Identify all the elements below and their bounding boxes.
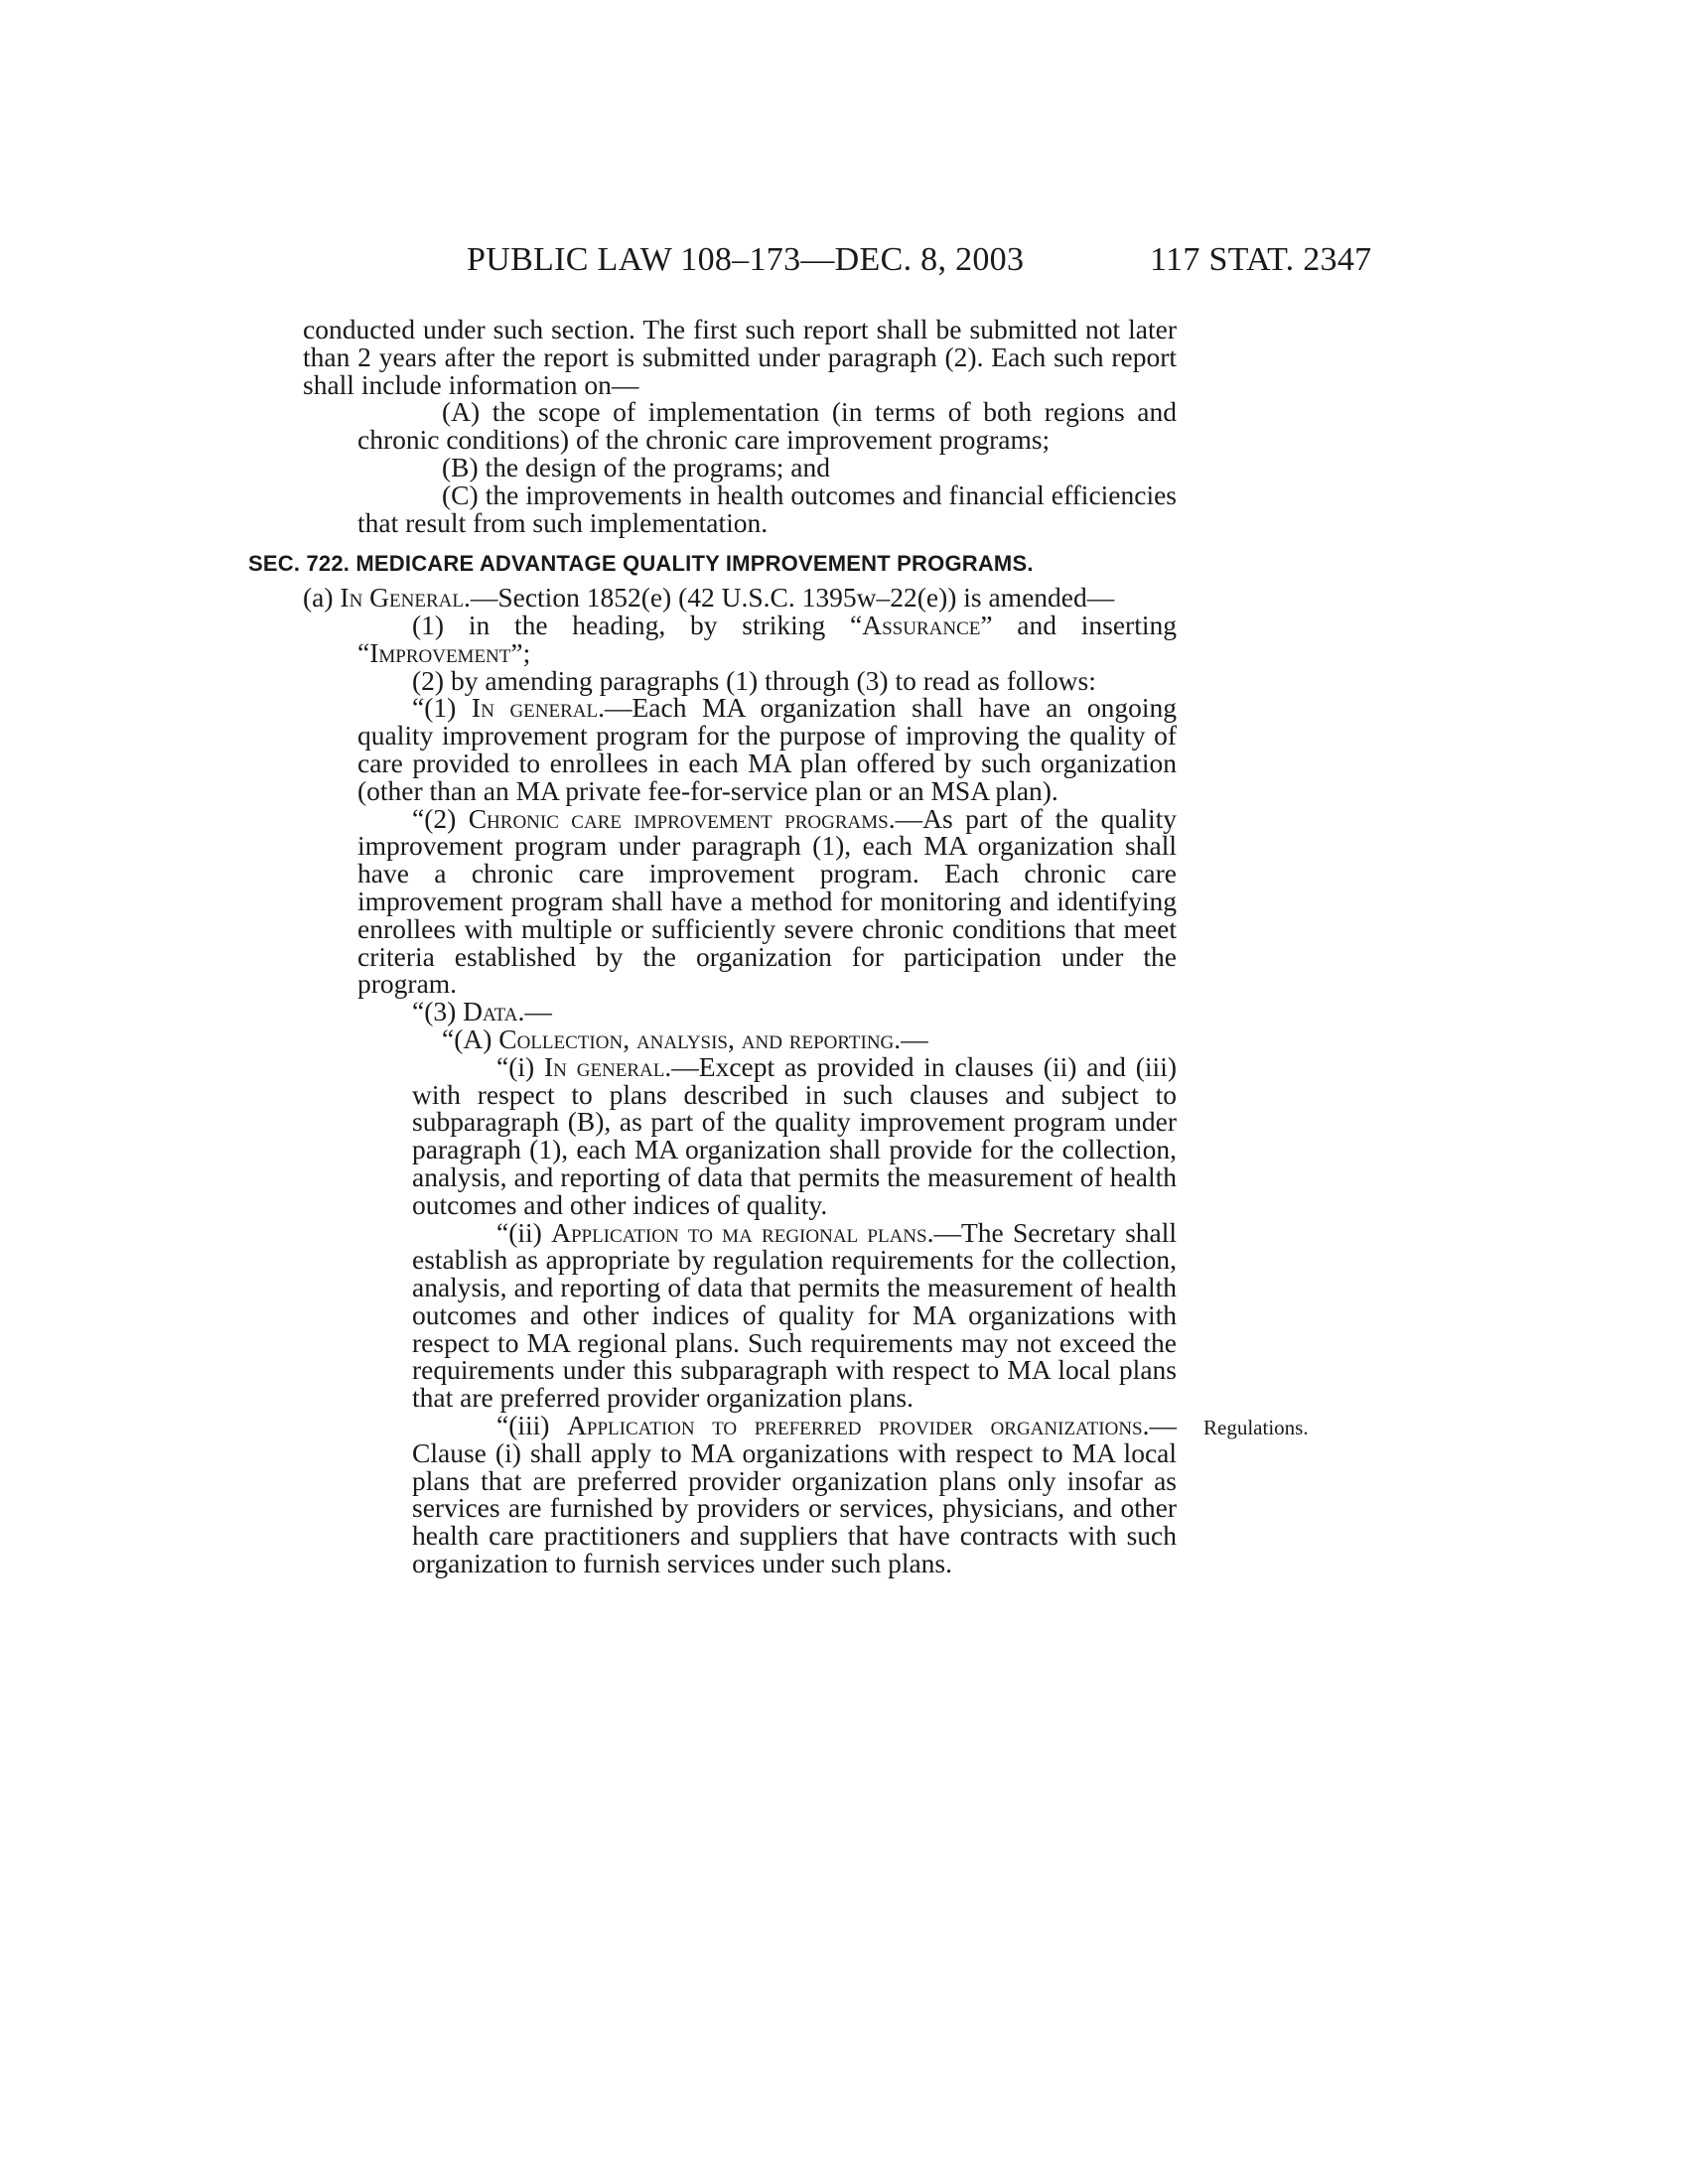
item-a-scope: (A) the scope of implementation (in terms of both regions and chronic conditions) of the chronic care improvement programs; — [357, 396, 1177, 456]
paragraph-2-chronic-care: “(2) Chronic care improvement programs.—As part of the quality improvement program under paragraph (1), each MA organization shall have a chronic care improvement program. Each chronic care improvement program shall have a method for monitoring and identifying enrollees with multiple or sufficiently severe chronic conditions that meet criteria established by the organization for participation under the program. — [357, 802, 1177, 1000]
clause-ii: “(ii) Application to ma regional plans.—The Secretary shall establish as appropriate by regulation requirements for the collection, analysis, and reporting of data that permits the measurement of health outcomes and other indices of quality for MA organizations with respect to MA regional plans. Such requirements may not exceed the requirements under this subparagraph with respect to MA local plans that are preferred provider organization plans. — [412, 1216, 1178, 1414]
paragraph-2-heading: Chronic care improvement programs — [468, 802, 889, 834]
clause-iii: “(iii) Application to preferred provider organizations.—Clause (i) shall apply to MA organizations with respect to MA local plans that are preferred provider organization plans only insofar as services are furnished by providers or services, physicians, and other health care practitioners and suppliers that have contracts with such organization to furnish services under such plans. — [412, 1410, 1177, 1579]
subsection-a-text: .—Section 1852(e) (42 U.S.C. 1395w–22(e)) is amended— — [463, 582, 1115, 614]
subsection-a — [248, 584, 1177, 612]
margin-note-regulations: Regulations. — [1203, 1416, 1309, 1439]
amendment-1: (1) in the heading, by striking “Assurance” and inserting “Improvement”; — [357, 609, 1177, 668]
clause-ii-heading: Application to ma regional plans — [551, 1216, 927, 1248]
paragraph-continuation: conducted under such section. The first such report shall be submitted not later than 2 years after the report is submitted under paragraph (2). Each such report shall include information on— — [303, 314, 1177, 400]
paragraph-1-heading: In general — [471, 692, 599, 724]
subparagraph-a-heading: Collection, analysis, and reporting — [498, 1023, 895, 1054]
paragraph-3-data: “(3) Data.— — [412, 996, 552, 1027]
term-assurance: Assurance — [862, 609, 981, 640]
subsection-a-heading: In General — [340, 582, 464, 614]
amendment-2: (2) by amending paragraphs (1) through (3) to read as follows: — [412, 664, 1096, 696]
item-c-improvements: (C) the improvements in health outcomes and financial efficiencies that result from such implementation. — [357, 478, 1177, 538]
subparagraph-a: “(A) Collection, analysis, and reporting.— — [442, 1023, 928, 1054]
term-improvement: Improvement — [369, 636, 511, 668]
paragraph-1-in-general: “(1) In general.—Each MA organization shall have an ongoing quality improvement program for the purpose of improving the quality of care provided to enrollees in each MA plan offered by such organization (other than an MA private fee-for-service plan or an MSA plan). — [357, 692, 1177, 806]
item-b-design: (B) the design of the programs; and — [442, 451, 831, 482]
paragraph-3-heading: Data — [463, 996, 518, 1027]
clause-iii-heading: Application to preferred provider organizations — [567, 1410, 1143, 1441]
body-text — [248, 314, 1178, 1579]
clause-i-heading: In general — [544, 1050, 665, 1082]
running-header-title: PUBLIC LAW 108–173—DEC. 8, 2003 — [467, 241, 1025, 278]
subsection-a-number: (a) — [303, 582, 341, 614]
clause-i: “(i) In general.—Except as provided in clauses (ii) and (iii) with respect to plans described in such clauses and subject to subparagraph (B), as part of the quality improvement program under paragraph (1), each MA organization shall provide for the collection, analysis, and reporting of data that permits the measurement of health outcomes and other indices of quality. — [412, 1050, 1177, 1220]
section-heading: SEC. 722. MEDICARE ADVANTAGE QUALITY IMPROVEMENT PROGRAMS. — [248, 551, 1034, 577]
running-header-stat-page: 117 STAT. 2347 — [1150, 241, 1372, 278]
